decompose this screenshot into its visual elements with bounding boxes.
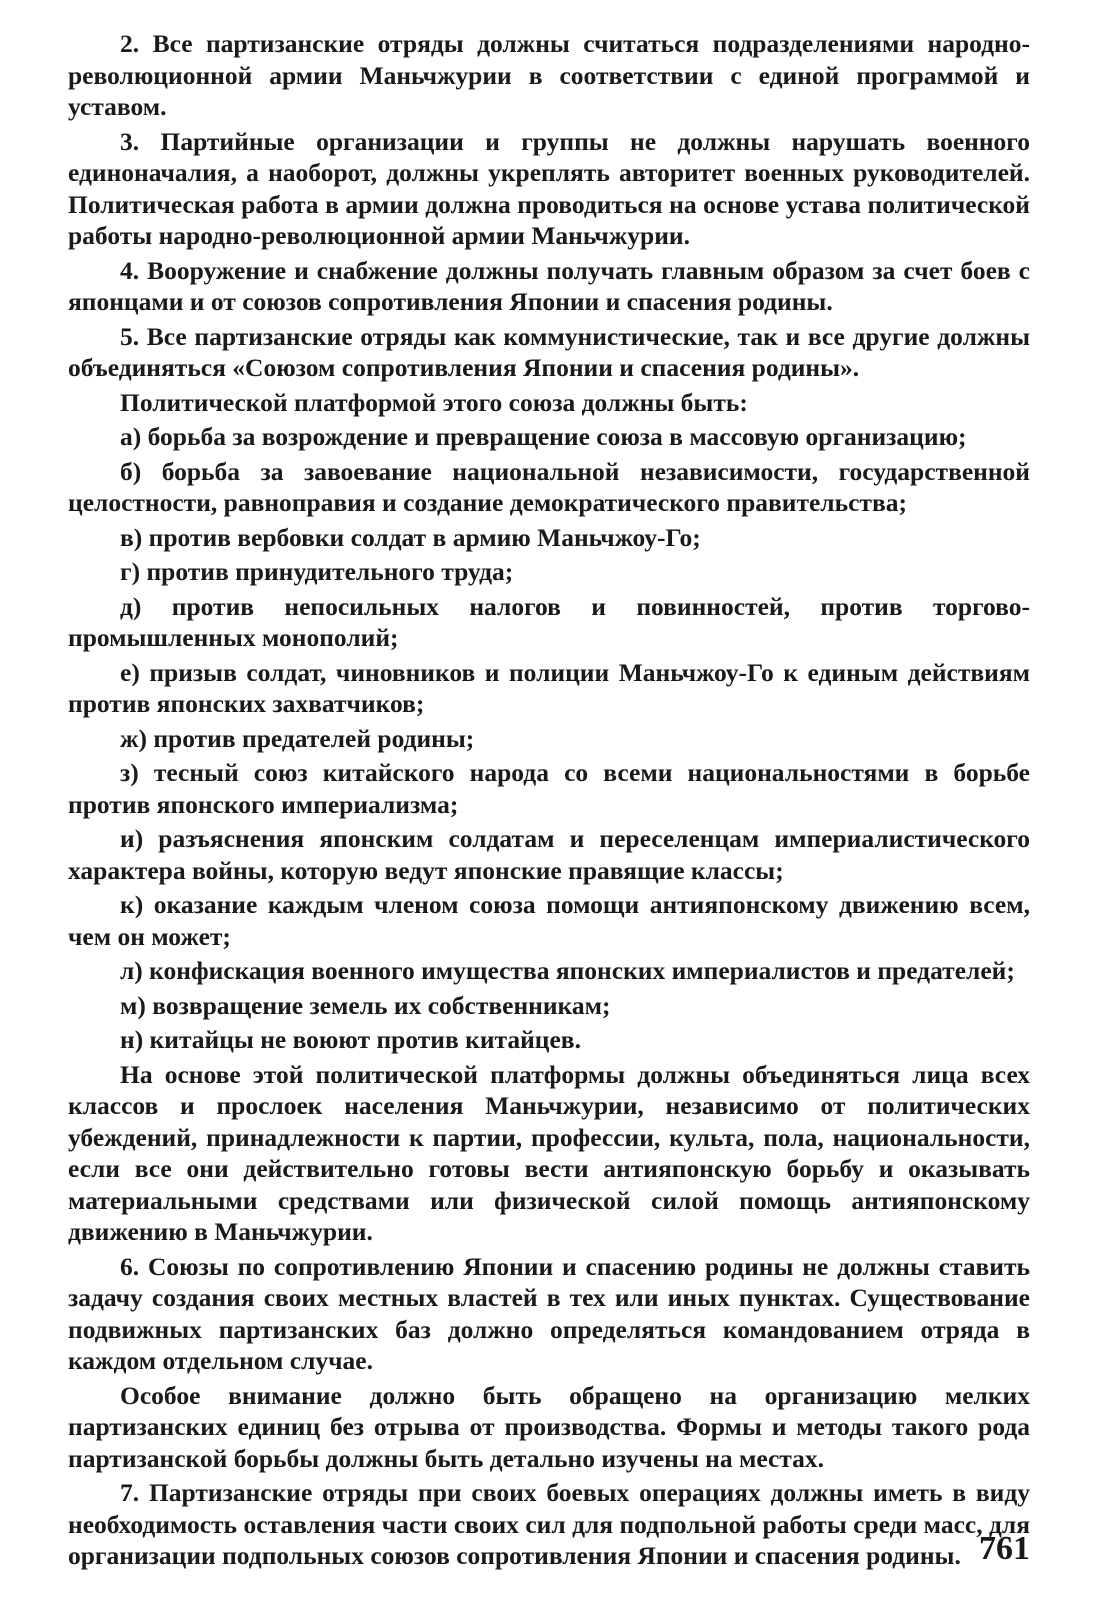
platform-point-n: н) китайцы не воюют против китайцев. (120, 1025, 581, 1054)
platform-point-b: б) борьба за завоевание национальной независимости, государственной целостности, равноправия и создание демократического правительства; (68, 456, 1030, 517)
platform-point-zh: ж) против предателей родины; (120, 723, 475, 753)
platform-point-z: з) тесный союз китайского народа со всеми национальностями в борьбе против японского империализма; (68, 758, 1030, 819)
platform-point-g: г) против принудительного труда; (120, 557, 514, 586)
paragraph-item-4: 4. Вооружение и снабжение должны получать главным образом за счет боев с японцами и от союзов сопротивления Японии и спасения родины. (68, 255, 1030, 316)
paragraph-item-5: 5. Все партизанские отряды как коммунистические, так и все другие должны объединяться «Союзом сопротивления Японии и спасения родины». (68, 321, 1030, 382)
platform-point-a: а) борьба за возрождение и превращение союза в массовую организацию; (120, 422, 967, 451)
paragraph-item-6: 6. Союзы по сопротивлению Японии и спасению родины не должны ставить задачу создания своих местных властей в тех или иных пунктах. Существование подвижных партизанских баз должно определяться командованием отряда в каждом отдельном случае. (68, 1251, 1030, 1375)
platform-point-e: е) призыв солдат, чиновников и полиции Маньчжоу-Го к единым действиям против японских захватчиков; (68, 657, 1030, 718)
platform-point-d: д) против непосильных налогов и повинностей, против торгово-промышленных монополий; (68, 591, 1030, 652)
paragraph-item-2: 2. Все партизанские отряды должны считаться подразделениями народно-революционной армии Маньчжурии в соответствии с единой программой и уставом. (68, 29, 1030, 121)
platform-intro: Политической платформой этого союза должны быть: (120, 387, 748, 417)
platform-point-m: м) возвращение земель их собственникам; (120, 990, 611, 1020)
special-attention-paragraph: Особое внимание должно быть обращено на организацию мелких партизанских единиц без отрыва от производства. Формы и методы такого рода партизанской борьбы должны быть детально изучены на местах. (68, 1380, 1030, 1473)
platform-basis-paragraph: На основе этой политической платформы должны объединяться лица всех классов и прослоек населения Маньчжурии, независимо от политических убеждений, принадлежности к партии, профессии, культа, пола, национальности, если все они действительно готовы вести антияпонскую борьбу и оказывать материальными средствами или физической силой помощь антияпонскому движению в Маньчжурии. (68, 1059, 1030, 1246)
page-body (68, 28, 1030, 1575)
paragraph-item-3: 3. Партийные организации и группы не должны нарушать военного единоначалия, а наоборот, должны укреплять авторитет военных руководителей. Политическая работа в армии должна проводиться на основе устава политической работы народно-революционной армии Маньчжурии. (68, 126, 1030, 250)
platform-point-k: к) оказание каждым членом союза помощи антияпонскому движению всем, чем он может; (68, 890, 1030, 951)
platform-point-i: и) разъяснения японским солдатам и переселенцам империалистического характера войны, которую ведут японские правящие классы; (68, 824, 1030, 885)
platform-point-l: л) конфискация военного имущества японских империалистов и предателей; (120, 956, 1015, 985)
platform-point-v: в) против вербовки солдат в армию Маньчжоу-Го; (120, 522, 701, 552)
page-number: 761 (979, 1530, 1030, 1567)
paragraph-item-7: 7. Партизанские отряды при своих боевых операциях должны иметь в виду необходимость оставления части своих сил для подпольной работы среди масс, для организации подпольных союзов сопротивления Японии и спасения родины. (68, 1478, 1030, 1570)
